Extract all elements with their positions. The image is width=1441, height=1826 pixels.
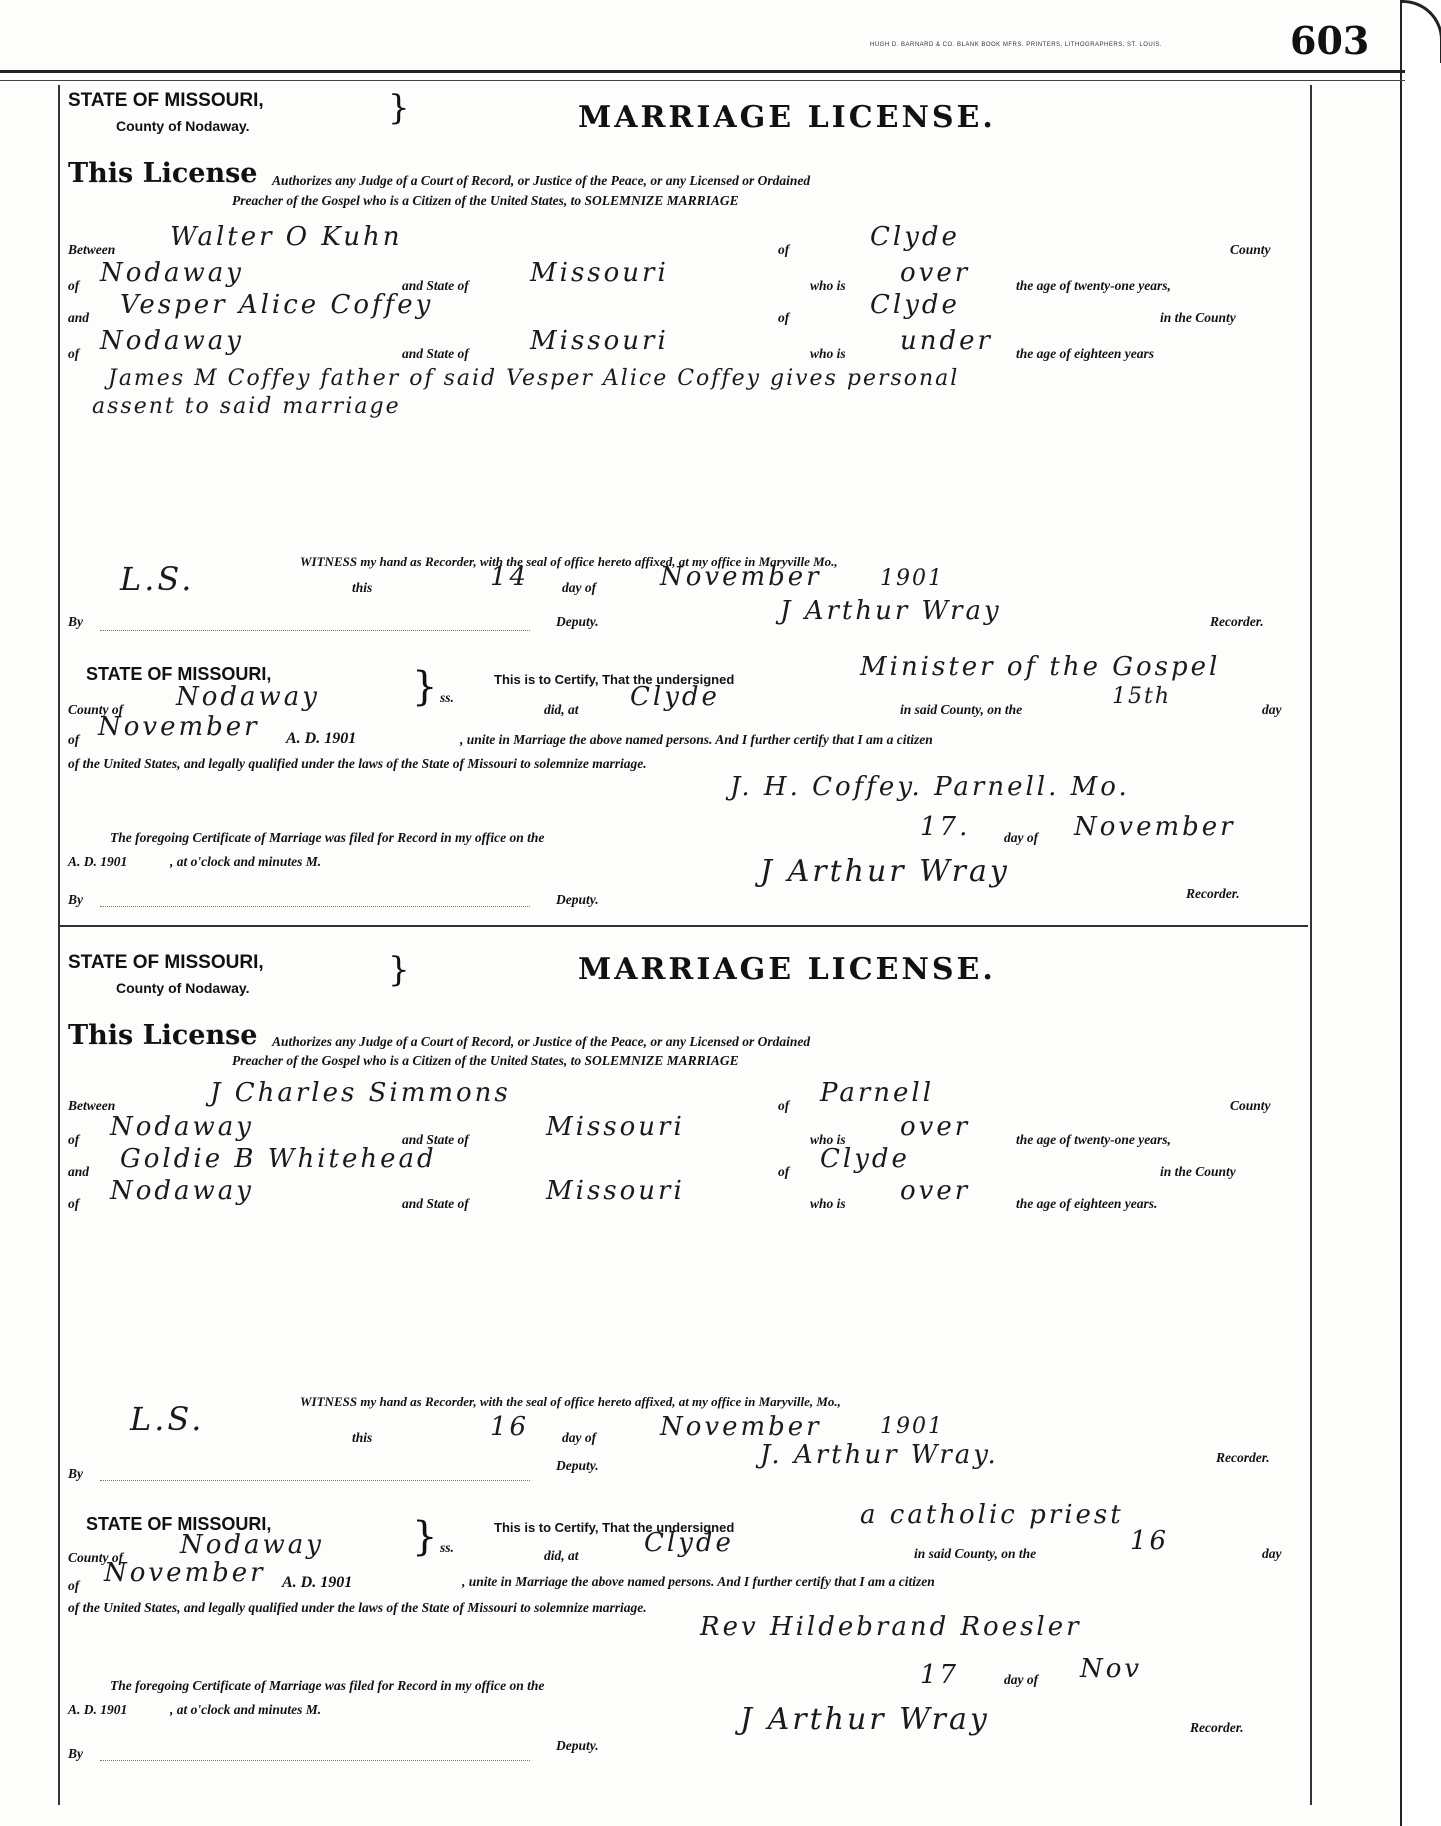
- recorder-label: Recorder.: [1216, 1450, 1270, 1465]
- did-at: did, at: [544, 702, 579, 717]
- filed-text: The foregoing Certificate of Marriage was filed for Record in my office on the: [110, 1678, 545, 1693]
- authorizes-line-2: Preacher of the Gospel who is a Citizen of the United States, to SOLEMNIZE MARRIAGE: [232, 1053, 739, 1068]
- officiant-title: Minister of the Gospel: [860, 652, 1221, 682]
- and-state-of: and State of: [402, 1132, 469, 1147]
- cert-month: November: [104, 1558, 266, 1588]
- in-the-county: in the County: [1160, 1164, 1236, 1179]
- groom-town: Parnell: [820, 1078, 935, 1108]
- cert-county-label: County of: [68, 702, 124, 717]
- top-rule-thin: [0, 80, 1405, 81]
- filed-day-of: day of: [1004, 830, 1039, 845]
- this-label: this: [352, 1430, 373, 1445]
- cert-month: November: [98, 712, 260, 742]
- record-divider: [58, 925, 1308, 927]
- us-citizen-text: of the United States, and legally qualified under the laws of the State of Missouri to solemnize marriage.: [68, 1600, 647, 1615]
- and-state-of: and State of: [402, 278, 469, 293]
- county-label: County of Nodaway.: [116, 980, 250, 996]
- recorder-signature-2: J Arthur Wray: [760, 854, 1010, 889]
- cert-county: Nodaway: [180, 1530, 324, 1560]
- recorder-label-2: Recorder.: [1190, 1720, 1244, 1735]
- day-word: day: [1262, 702, 1282, 717]
- cert-certify: This is to Certify, That the undersigned: [494, 672, 735, 687]
- bride-of-2: of: [68, 1196, 80, 1211]
- groom-state: Missouri: [530, 258, 669, 288]
- by-label: By: [68, 614, 83, 629]
- day-word: day: [1262, 1546, 1282, 1561]
- recorder-signature-2: J Arthur Wray: [740, 1702, 990, 1737]
- seal-mark: L.S.: [120, 560, 195, 598]
- age-18-text: the age of eighteen years.: [1016, 1196, 1158, 1211]
- page-edge: [1400, 0, 1441, 1826]
- cert-state: STATE OF MISSOURI,: [86, 664, 272, 684]
- at-oclock: , at o'clock and minutes M.: [170, 854, 322, 869]
- and-state-of-2: and State of: [402, 1196, 469, 1211]
- deputy-label-2: Deputy.: [556, 1738, 599, 1753]
- cert-ss: ss.: [440, 1540, 454, 1555]
- officiant-signature: Rev Hildebrand Roesler: [700, 1612, 1082, 1642]
- filed-year: A. D. 1901: [68, 1702, 128, 1717]
- license-title: MARRIAGE LICENSE.: [578, 952, 996, 987]
- bride-of: of: [778, 310, 790, 325]
- witness-day: 14: [490, 562, 530, 592]
- license-heading: This License: [68, 158, 258, 189]
- recorder-signature: J. Arthur Wray.: [760, 1440, 999, 1470]
- officiant-signature: J. H. Coffey. Parnell. Mo.: [730, 772, 1130, 802]
- cert-county: Nodaway: [176, 682, 320, 712]
- groom-age: over: [900, 1112, 971, 1142]
- unite-text: , unite in Marriage the above named persons. And I further certify that I am a citizen: [462, 1574, 935, 1589]
- by-label-2: By: [68, 1746, 83, 1761]
- recorder-label-2: Recorder.: [1186, 886, 1240, 901]
- witness-line: WITNESS my hand as Recorder, with the seal of office hereto affixed, at my office in Maryville, Mo.,: [300, 1394, 841, 1409]
- license-title: MARRIAGE LICENSE.: [578, 100, 996, 135]
- authorizes-line-1: Authorizes any Judge of a Court of Record, or Justice of the Peace, or any Licensed or Ordained: [272, 1034, 811, 1049]
- seal-mark: L.S.: [130, 1400, 205, 1438]
- ad-year: A. D. 1901: [282, 1574, 353, 1591]
- bride-county: Nodaway: [110, 1176, 254, 1206]
- bride-age: under: [900, 326, 993, 356]
- of-label-2: of: [68, 278, 80, 293]
- groom-name: Walter O Kuhn: [170, 222, 403, 252]
- deputy-line: [100, 630, 530, 631]
- age-18-text: the age of eighteen years: [1016, 346, 1154, 361]
- filed-day: 17: [920, 1660, 960, 1690]
- bride-town: Clyde: [870, 290, 960, 320]
- state-label: STATE OF MISSOURI,: [68, 90, 264, 111]
- in-said-county: in said County, on the: [914, 1546, 1037, 1561]
- deputy-label-2: Deputy.: [556, 892, 599, 907]
- filed-year: A. D. 1901: [68, 854, 128, 869]
- between-label: Between: [68, 1098, 116, 1113]
- cert-ss: ss.: [440, 690, 454, 705]
- witness-year: 1901: [880, 1414, 944, 1439]
- consent-note-line-1: James M Coffey father of said Vesper Alice Coffey gives personal: [108, 366, 960, 391]
- cert-town: Clyde: [630, 682, 720, 712]
- of-label: of: [778, 1098, 790, 1113]
- deputy-line-2: [100, 906, 530, 907]
- license-heading: This License: [68, 1020, 258, 1051]
- who-is: who is: [810, 1132, 846, 1147]
- who-is-2: who is: [810, 346, 846, 361]
- in-the-county: in the County: [1160, 310, 1236, 325]
- did-at: did, at: [544, 1548, 579, 1563]
- officiant-title: a catholic priest: [860, 1500, 1124, 1530]
- groom-state: Missouri: [546, 1112, 685, 1142]
- authorizes-line-1: Authorizes any Judge of a Court of Record, or Justice of the Peace, or any Licensed or Ordained: [272, 173, 811, 188]
- cert-brace: }: [412, 664, 438, 710]
- who-is-2: who is: [810, 1196, 846, 1211]
- county-word: County: [1230, 242, 1271, 257]
- cert-day: 16: [1130, 1526, 1170, 1556]
- witness-day: 16: [490, 1412, 530, 1442]
- bride-age: over: [900, 1176, 971, 1206]
- top-rule: [0, 70, 1405, 73]
- between-label: Between: [68, 242, 116, 257]
- and-label: and: [68, 1164, 90, 1179]
- page-number: 603: [1290, 18, 1370, 63]
- groom-age: over: [900, 258, 971, 288]
- this-label: this: [352, 580, 373, 595]
- deputy-label: Deputy.: [556, 1458, 599, 1473]
- state-label: STATE OF MISSOURI,: [68, 952, 264, 973]
- groom-county: Nodaway: [110, 1112, 254, 1142]
- county-label: County of Nodaway.: [116, 118, 250, 134]
- deputy-line-2: [100, 1760, 530, 1761]
- bride-of-2: of: [68, 346, 80, 361]
- deputy-label: Deputy.: [556, 614, 599, 629]
- filed-month: November: [1074, 812, 1236, 842]
- cert-day: 15th: [1112, 684, 1172, 709]
- in-said-county: in said County, on the: [900, 702, 1023, 717]
- cert-certify: This is to Certify, That the undersigned: [494, 1520, 735, 1535]
- who-is: who is: [810, 278, 846, 293]
- filed-text: The foregoing Certificate of Marriage was filed for Record in my office on the: [110, 830, 545, 845]
- deputy-line: [100, 1480, 530, 1481]
- filed-month: Nov: [1080, 1654, 1143, 1684]
- bride-of: of: [778, 1164, 790, 1179]
- witness-month: November: [660, 562, 822, 592]
- recorder-signature: J Arthur Wray: [780, 596, 1002, 626]
- cert-brace: }: [412, 1514, 438, 1560]
- of-label-2: of: [68, 1132, 80, 1147]
- printer-imprint: HUGH D. BARNARD & CO. BLANK BOOK MFRS. PRINTERS, LITHOGRAPHERS, ST. LOUIS.: [870, 42, 1163, 48]
- by-label-2: By: [68, 892, 83, 907]
- and-label: and: [68, 310, 90, 325]
- cert-town: Clyde: [644, 1528, 734, 1558]
- groom-town: Clyde: [870, 222, 960, 252]
- day-of: day of: [562, 1430, 597, 1445]
- ad-year: A. D. 1901: [286, 730, 357, 747]
- cert-state: STATE OF MISSOURI,: [86, 1514, 272, 1534]
- county-word: County: [1230, 1098, 1271, 1113]
- by-label: By: [68, 1466, 83, 1481]
- and-state-of-2: and State of: [402, 346, 469, 361]
- of-word: of: [68, 732, 80, 747]
- of-label: of: [778, 242, 790, 257]
- age-21-text: the age of twenty-one years,: [1016, 1132, 1171, 1147]
- groom-name: J Charles Simmons: [210, 1078, 511, 1108]
- bride-county: Nodaway: [100, 326, 244, 356]
- bride-state: Missouri: [530, 326, 669, 356]
- bride-town: Clyde: [820, 1144, 910, 1174]
- consent-note-line-2: assent to said marriage: [92, 394, 401, 419]
- day-of: day of: [562, 580, 597, 595]
- witness-year: 1901: [880, 566, 944, 591]
- unite-text: , unite in Marriage the above named persons. And I further certify that I am a citizen: [460, 732, 933, 747]
- recorder-label: Recorder.: [1210, 614, 1264, 629]
- witness-line: WITNESS my hand as Recorder, with the seal of office hereto affixed, at my office in Maryville Mo.,: [300, 554, 838, 569]
- age-21-text: the age of twenty-one years,: [1016, 278, 1171, 293]
- witness-month: November: [660, 1412, 822, 1442]
- authorizes-line-2: Preacher of the Gospel who is a Citizen of the United States, to SOLEMNIZE MARRIAGE: [232, 193, 739, 208]
- at-oclock: , at o'clock and minutes M.: [170, 1702, 322, 1717]
- bride-name: Goldie B Whitehead: [120, 1144, 437, 1174]
- cert-county-label: County of: [68, 1550, 124, 1565]
- filed-day: 17.: [920, 812, 971, 842]
- of-word: of: [68, 1578, 80, 1593]
- brace: }: [388, 950, 410, 990]
- brace: }: [388, 88, 410, 128]
- groom-county: Nodaway: [100, 258, 244, 288]
- bride-state: Missouri: [546, 1176, 685, 1206]
- bride-name: Vesper Alice Coffey: [120, 290, 434, 320]
- filed-day-of: day of: [1004, 1672, 1039, 1687]
- us-citizen-text: of the United States, and legally qualified under the laws of the State of Missouri to solemnize marriage.: [68, 756, 647, 771]
